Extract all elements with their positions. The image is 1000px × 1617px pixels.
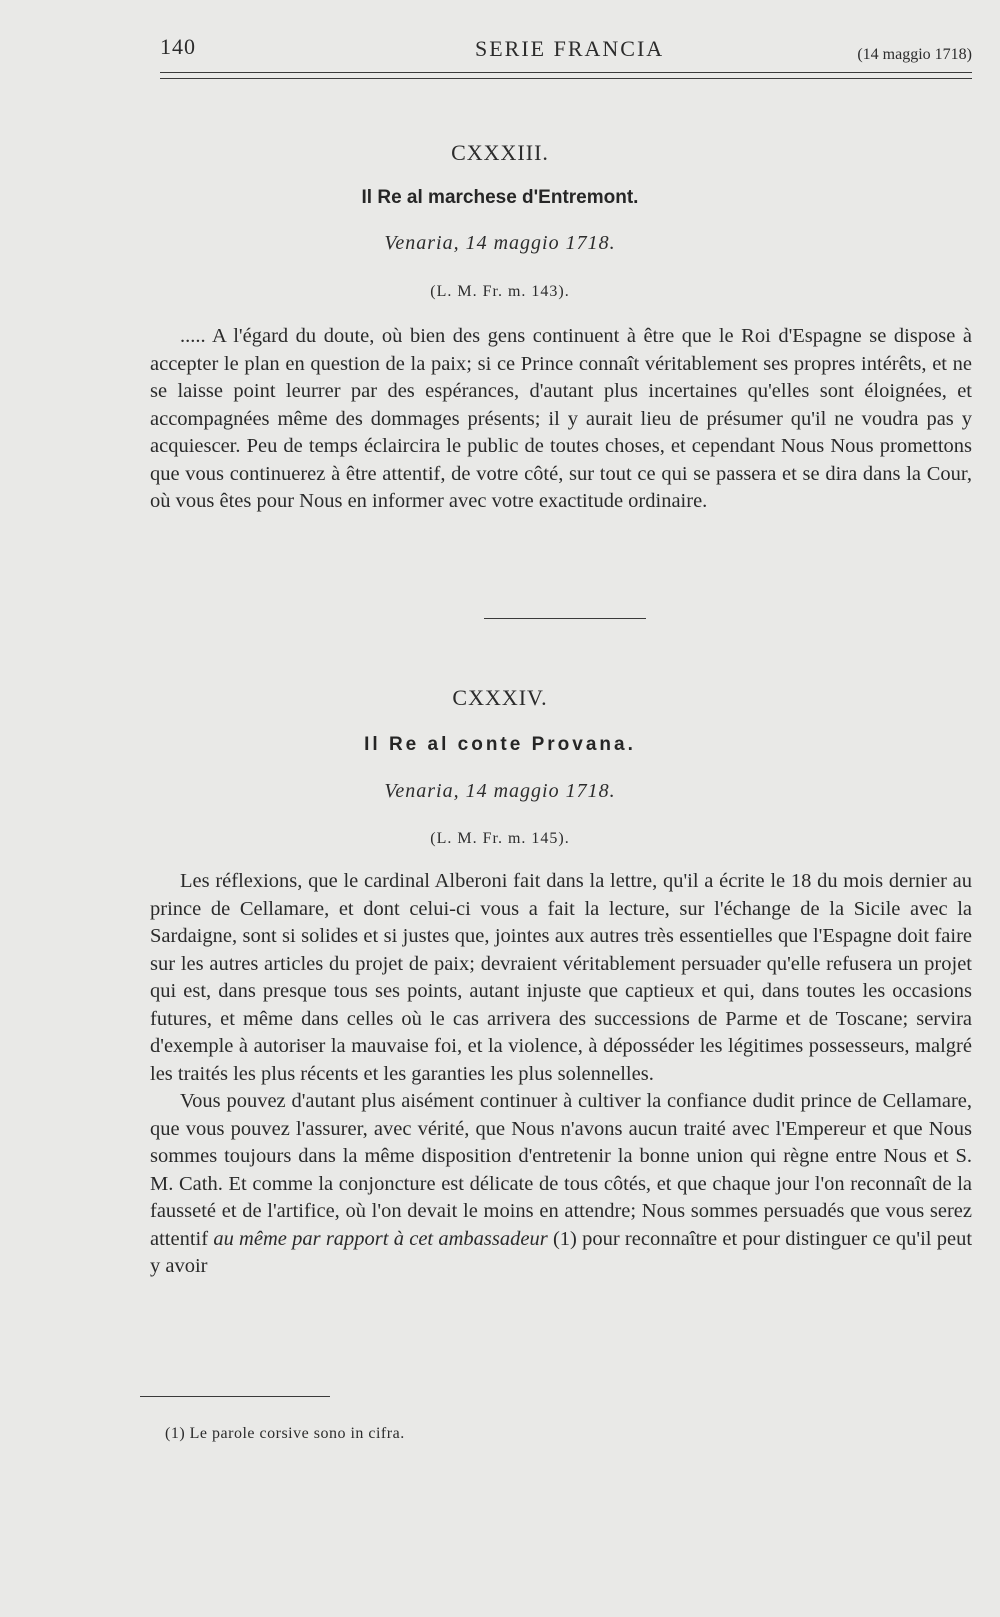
footnote-rule xyxy=(140,1396,330,1397)
letter-paragraph xyxy=(150,1088,972,1281)
section-separator xyxy=(484,618,646,619)
letter-paragraph: ..... A l'égard du doute, où bien des gens continuent à être que le Roi d'Espagne se dispose à accepter le plan en question de la paix; si ce Prince connaît véritablement ses propres intérêts, et ne se laisse point leurrer par des espérances, d'autant plus incertaines qu'elles sont éloignées, et accompagnées même des dommages présents; il y aurait lieu de présumer qu'il ne voudra pas y acquiescer. Peu de temps éclaircira le public de toutes choses, et cependant Nous Nous promettons que vous continuerez à être attentif, de votre côté, sur tout ce qui se passera et se dira dans la Cour, où vous êtes pour Nous en informer avec votre exactitude ordinaire. xyxy=(150,325,972,512)
letter-place-date: Venaria, 14 maggio 1718. xyxy=(384,780,616,802)
page-number: 140 xyxy=(160,34,196,59)
letter-paragraph: Les réflexions, que le cardinal Alberoni fait dans la lettre, qu'il a écrite le 18 du mois dernier au prince de Cellamare, et dont celui-ci vous a fait la lecture, sur l'échange de la Sicile avec la Sardaigne, sont si solides et si justes que, jointes aux autres très essentielles que l'Espagne doit faire sur les autres articles du projet de paix; devraient véritablement persuader qu'elle refusera un projet qui est, dans presque tous ses points, autant injuste que captieux et qui, dans toutes les occasions futures, et même dans celles où le cas arrivera des successions de Parme et de Toscane; servira d'exemple à autoriser la mauvaise foi, et la violence, à déposséder les légitimes possesseurs, malgré les traités les plus récents et les garanties les plus solennelles. xyxy=(150,870,972,1085)
header-date: (14 maggio 1718) xyxy=(857,46,972,63)
letter-archive-reference: (L. M. Fr. m. 145). xyxy=(430,830,570,847)
letter-title: Il Re al marchese d'Entremont. xyxy=(361,187,639,208)
paragraph-text: Vous pouvez d'autant plus aisément continuer à cultiver la confiance dudit prince de Cellamare, que vous pouvez l'assurer, avec vérité, que Nous n'avons aucun traité avec l'Empereur et que Nous sommes toujours dans la même disposition d'entretenir la bonne union qui règne entre Nous et S. M. Cath. Et comme la conjoncture est délicate de tous côtés, et que chaque jour l'on reconnaît de la fausseté et de l'artifice, où l'on devait le moins en attendre; Nous sommes persuadés que vous serez attentif xyxy=(150,1090,972,1250)
ciphered-italic-text: au même par rapport à cet ambassadeur xyxy=(213,1227,548,1250)
series-title: SERIE FRANCIA xyxy=(475,36,665,61)
letter-archive-reference: (L. M. Fr. m. 143). xyxy=(430,283,570,300)
footnote: (1) Le parole corsive sono in cifra. xyxy=(165,1425,405,1442)
letter-title: Il Re al conte Provana. xyxy=(364,734,636,755)
running-header xyxy=(160,30,972,70)
letter-body xyxy=(150,868,972,1281)
letter-place-date: Venaria, 14 maggio 1718. xyxy=(384,232,616,254)
letter-number: CXXXIV. xyxy=(452,685,548,710)
paragraph-continuation: (1) pour reconnaître et pour distinguer ce qu'il peut y avoir xyxy=(150,1227,973,1277)
letter-body xyxy=(150,323,972,516)
letter-number: CXXXIII. xyxy=(451,140,549,165)
header-double-rule xyxy=(160,72,972,79)
